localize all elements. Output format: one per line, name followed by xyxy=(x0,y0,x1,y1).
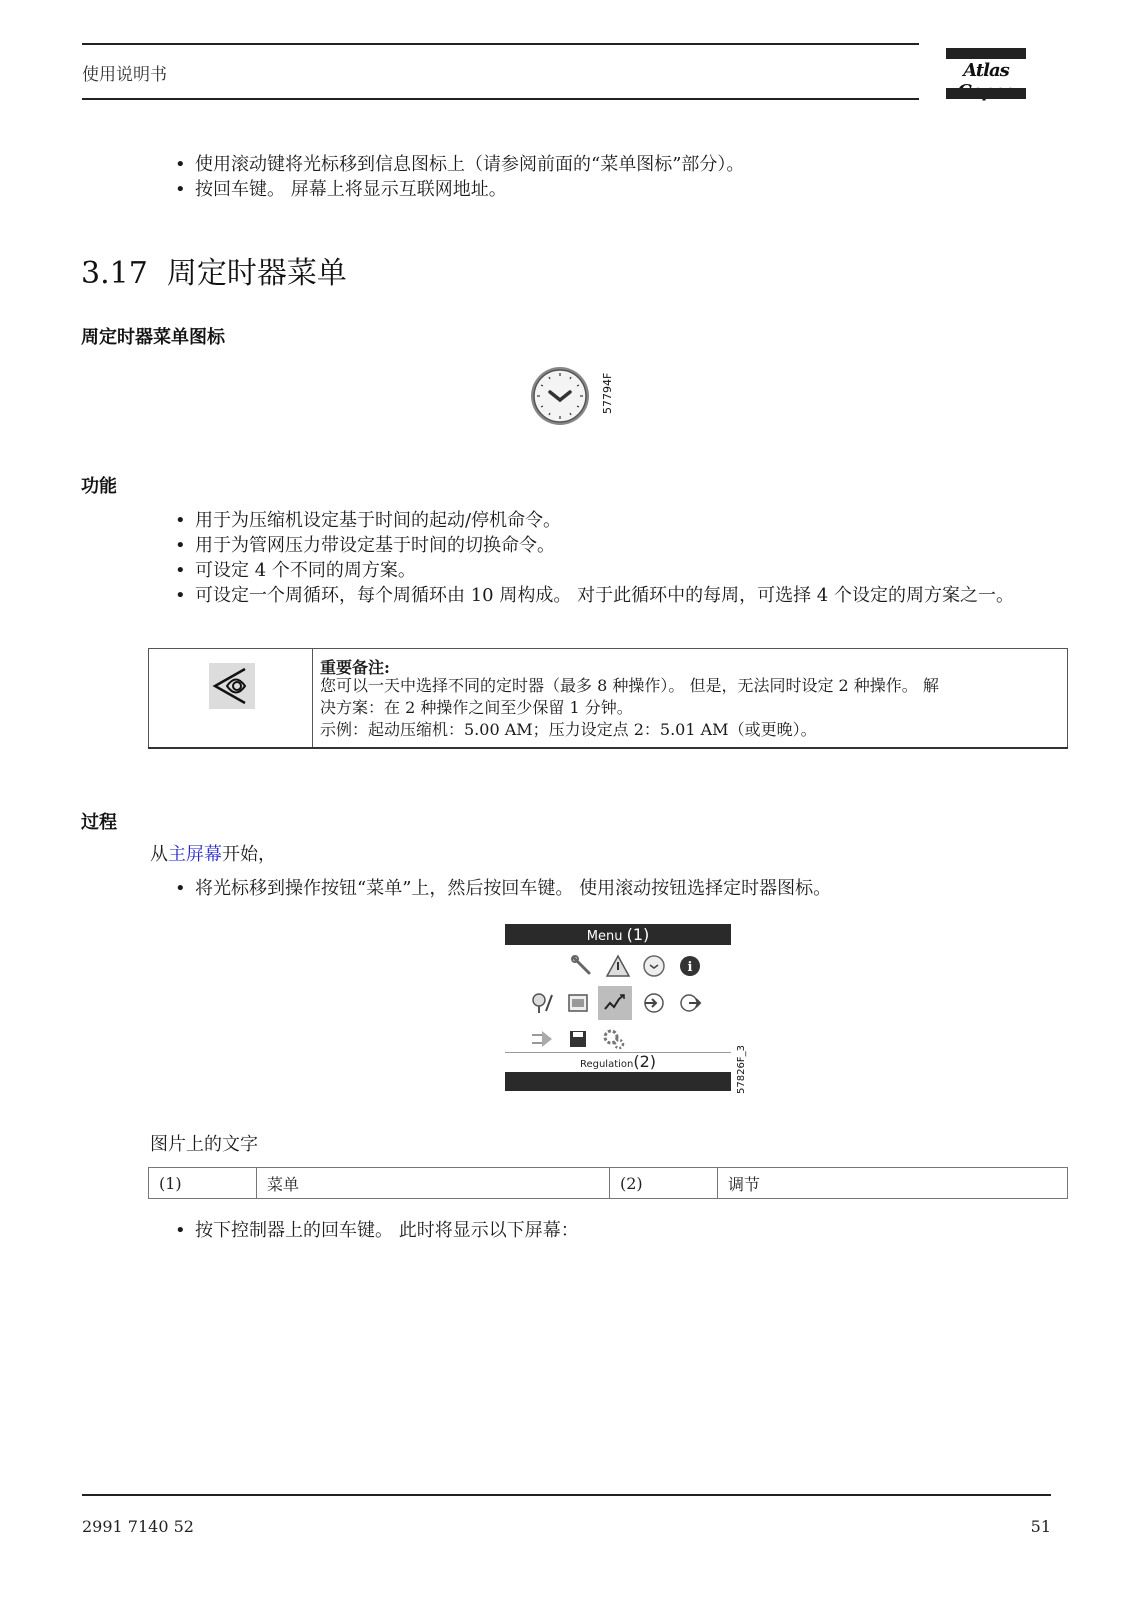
procedure-intro-suffix: 开始， xyxy=(222,844,276,865)
note-line: 示例：起动压缩机：5.00 AM；压力设定点 2：5.01 AM（或更晚）。 xyxy=(320,720,817,739)
menu-screen-illustration xyxy=(505,924,731,1091)
svg-text:i: i xyxy=(687,960,693,975)
header-bottom-rule xyxy=(82,98,919,100)
page-number: 51 xyxy=(1030,1517,1051,1536)
procedure-intro xyxy=(150,840,276,866)
intro-bullet-list xyxy=(173,152,744,202)
footer-rule xyxy=(82,1494,1051,1496)
legend-text: 菜单 xyxy=(257,1168,610,1199)
important-note-box xyxy=(148,648,1068,749)
header-title: 使用说明书 xyxy=(82,65,167,85)
function-heading: 功能 xyxy=(81,476,117,497)
arrow-icon xyxy=(530,1027,554,1051)
legend-text: 调节 xyxy=(718,1168,1068,1199)
list-item: • 按下控制器上的回车键。 此时将显示以下屏幕： xyxy=(173,1218,579,1243)
menu-image-code: 57826F_3 xyxy=(736,1045,747,1094)
icon-heading: 周定时器菜单图标 xyxy=(81,327,225,348)
legend-num: (1) xyxy=(149,1168,257,1199)
brand-logo-text: Atlas xyxy=(963,60,1009,81)
list-item: • 可设定一个周循环，每个周循环由 10 周构成。 对于此循环中的每周，可选择 4 个设定的周方案之一。 xyxy=(173,583,1063,608)
menu-title: Menu xyxy=(586,929,623,944)
function-bullet-list xyxy=(173,508,1063,608)
note-title: 重要备注: xyxy=(320,658,390,677)
list-item: • 用于为管网压力带设定基于时间的切换命令。 xyxy=(173,533,1063,558)
menu-bottom-bar xyxy=(505,1072,731,1091)
icon-code: 57794F xyxy=(601,372,614,414)
procedure-heading: 过程 xyxy=(81,812,117,833)
list-item: • 使用滚动键将光标移到信息图标上（请参阅前面的“菜单图标”部分）。 xyxy=(173,152,744,177)
image-text-heading: 图片上的文字 xyxy=(150,1134,258,1155)
menu-bottom-label xyxy=(505,1052,731,1071)
gauge-icon xyxy=(530,991,554,1015)
list-item: • 用于为压缩机设定基于时间的起动/停机命令。 xyxy=(173,508,1063,533)
list-item: • 可设定 4 个不同的周方案。 xyxy=(173,558,1063,583)
legend-num: (2) xyxy=(610,1168,718,1199)
legend-table xyxy=(148,1167,1068,1199)
header-top-rule xyxy=(82,43,919,45)
main-screen-link[interactable]: 主屏幕 xyxy=(168,844,222,865)
procedure-bullet-list xyxy=(173,876,1063,901)
final-bullet-list xyxy=(173,1218,579,1243)
clock-icon xyxy=(642,954,666,978)
menu-title-bar xyxy=(505,924,731,945)
section-number: 3.17 xyxy=(81,256,148,291)
menu-title-number: (1) xyxy=(626,925,650,944)
clock-icon xyxy=(529,365,595,427)
note-line: 决方案：在 2 种操作之间至少保留 1 分钟。 xyxy=(320,698,633,717)
warning-icon xyxy=(606,954,630,978)
regulation-number: (2) xyxy=(633,1052,657,1071)
footer-doc-number: 2991 7140 52 xyxy=(82,1517,194,1536)
outlet-icon xyxy=(678,991,702,1015)
settings-icon xyxy=(602,1027,626,1051)
display-icon xyxy=(566,991,590,1015)
section-heading xyxy=(81,248,347,292)
procedure-intro-prefix: 从 xyxy=(150,844,168,865)
eye-note-icon xyxy=(209,663,255,709)
wrench-icon xyxy=(570,954,594,978)
brand-logo xyxy=(946,48,1026,100)
table-row xyxy=(149,1168,1068,1199)
list-item: • 按回车键。 屏幕上将显示互联网地址。 xyxy=(173,177,744,202)
section-title: 周定时器菜单 xyxy=(166,256,347,291)
regulation-icon xyxy=(603,991,627,1015)
info-icon xyxy=(678,954,702,978)
note-line: 您可以一天中选择不同的定时器（最多 8 种操作）。 但是，无法同时设定 2 种操作。 解 xyxy=(320,676,939,695)
save-icon xyxy=(566,1027,590,1051)
inlet-icon xyxy=(642,991,666,1015)
list-item: • 将光标移到操作按钮“菜单”上，然后按回车键。 使用滚动按钮选择定时器图标。 xyxy=(173,876,1063,901)
regulation-label: Regulation xyxy=(579,1059,634,1070)
